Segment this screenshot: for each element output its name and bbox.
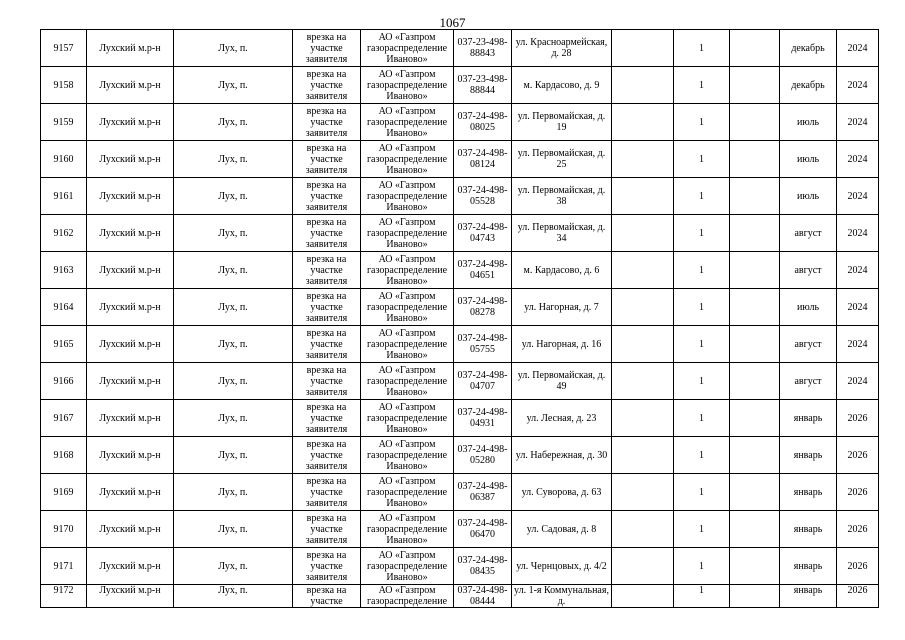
locality-cell: Лух, п. <box>174 67 293 104</box>
year-cell: 2026 <box>837 474 879 511</box>
row-number-cell: 9159 <box>41 104 87 141</box>
locality-cell: Лух, п. <box>174 585 293 608</box>
month-cell: январь <box>780 474 837 511</box>
locality-cell: Лух, п. <box>174 30 293 67</box>
work-type-cell: врезка на участке заявителя <box>293 548 361 585</box>
quantity-cell: 1 <box>674 548 730 585</box>
month-cell: январь <box>780 548 837 585</box>
empty-cell <box>612 511 674 548</box>
row-number-cell: 9157 <box>41 30 87 67</box>
organization-cell: АО «Газпром газораспределение Иваново» <box>361 104 454 141</box>
district-cell: Лухский м.р-н <box>87 252 174 289</box>
month-cell: август <box>780 252 837 289</box>
organization-cell: АО «Газпром газораспределение Иваново» <box>361 474 454 511</box>
district-cell: Лухский м.р-н <box>87 363 174 400</box>
organization-cell: АО «Газпром газораспределение Иваново» <box>361 252 454 289</box>
year-cell: 2024 <box>837 326 879 363</box>
address-cell: ул. Нагорная, д. 16 <box>512 326 612 363</box>
empty-cell <box>730 104 780 141</box>
work-type-cell: врезка на участке заявителя <box>293 474 361 511</box>
table-row <box>41 548 879 585</box>
registry-rows <box>41 30 879 608</box>
table-row <box>41 437 879 474</box>
row-number-cell: 9167 <box>41 400 87 437</box>
organization-cell: АО «Газпром газораспределение Иваново» <box>361 548 454 585</box>
code-cell: 037-24-498-04707 <box>454 363 512 400</box>
address-cell: ул. Первомайская, д. 19 <box>512 104 612 141</box>
organization-cell: АО «Газпром газораспределение Иваново» <box>361 400 454 437</box>
year-cell: 2026 <box>837 437 879 474</box>
quantity-cell: 1 <box>674 585 730 608</box>
month-cell: январь <box>780 585 837 608</box>
empty-cell <box>730 289 780 326</box>
work-type-cell: врезка на участке заявителя <box>293 215 361 252</box>
locality-cell: Лух, п. <box>174 252 293 289</box>
quantity-cell: 1 <box>674 215 730 252</box>
code-cell: 037-24-498-05755 <box>454 326 512 363</box>
table-row <box>41 141 879 178</box>
code-cell: 037-24-498-04651 <box>454 252 512 289</box>
empty-cell <box>612 326 674 363</box>
table-row <box>41 30 879 67</box>
code-cell: 037-24-498-04931 <box>454 400 512 437</box>
registry-table <box>40 29 879 608</box>
district-cell: Лухский м.р-н <box>87 289 174 326</box>
year-cell: 2024 <box>837 67 879 104</box>
work-type-cell: врезка на участке заявителя <box>293 363 361 400</box>
work-type-cell: врезка на участке заявителя <box>293 437 361 474</box>
work-type-cell: врезка на участке заявителя <box>293 30 361 67</box>
locality-cell: Лух, п. <box>174 141 293 178</box>
address-cell: м. Кардасово, д. 6 <box>512 252 612 289</box>
empty-cell <box>730 363 780 400</box>
empty-cell <box>730 178 780 215</box>
table-row <box>41 252 879 289</box>
month-cell: август <box>780 326 837 363</box>
month-cell: январь <box>780 400 837 437</box>
organization-cell: АО «Газпром газораспределение Иваново» <box>361 30 454 67</box>
year-cell: 2026 <box>837 585 879 608</box>
empty-cell <box>612 363 674 400</box>
code-cell: 037-24-498-06387 <box>454 474 512 511</box>
organization-cell: АО «Газпром газораспределение Иваново» <box>361 363 454 400</box>
page-number: 1067 <box>439 15 466 30</box>
code-cell: 037-24-498-08025 <box>454 104 512 141</box>
table-row <box>41 474 879 511</box>
empty-cell <box>730 437 780 474</box>
year-cell: 2024 <box>837 289 879 326</box>
empty-cell <box>612 30 674 67</box>
month-cell: август <box>780 215 837 252</box>
address-cell: ул. Набережная, д. 30 <box>512 437 612 474</box>
month-cell: июль <box>780 141 837 178</box>
district-cell: Лухский м.р-н <box>87 104 174 141</box>
year-cell: 2026 <box>837 400 879 437</box>
row-number-cell: 9163 <box>41 252 87 289</box>
locality-cell: Лух, п. <box>174 289 293 326</box>
row-number-cell: 9161 <box>41 178 87 215</box>
district-cell: Лухский м.р-н <box>87 215 174 252</box>
table-row <box>41 215 879 252</box>
address-cell: ул. Суворова, д. 63 <box>512 474 612 511</box>
empty-cell <box>612 585 674 608</box>
year-cell: 2024 <box>837 30 879 67</box>
work-type-cell: врезка на участке заявителя <box>293 178 361 215</box>
locality-cell: Лух, п. <box>174 326 293 363</box>
district-cell: Лухский м.р-н <box>87 511 174 548</box>
district-cell: Лухский м.р-н <box>87 178 174 215</box>
address-cell: ул. Садовая, д. 8 <box>512 511 612 548</box>
empty-cell <box>730 67 780 104</box>
address-cell: ул. Первомайская, д. 38 <box>512 178 612 215</box>
row-number-cell: 9164 <box>41 289 87 326</box>
work-type-cell: врезка на участке заявителя <box>293 400 361 437</box>
month-cell: июль <box>780 178 837 215</box>
locality-cell: Лух, п. <box>174 104 293 141</box>
work-type-cell: врезка на участке заявителя <box>293 141 361 178</box>
quantity-cell: 1 <box>674 252 730 289</box>
organization-cell: АО «Газпром газораспределение Иваново» <box>361 215 454 252</box>
table-row <box>41 289 879 326</box>
empty-cell <box>730 400 780 437</box>
month-cell: декабрь <box>780 67 837 104</box>
month-cell: январь <box>780 511 837 548</box>
work-type-cell: врезка на участке заявителя <box>293 104 361 141</box>
empty-cell <box>612 215 674 252</box>
work-type-cell: врезка на участке заявителя <box>293 252 361 289</box>
work-type-cell: врезка на участке заявителя <box>293 67 361 104</box>
work-type-cell: врезка на участке заявителя <box>293 326 361 363</box>
locality-cell: Лух, п. <box>174 400 293 437</box>
address-cell: ул. Нагорная, д. 7 <box>512 289 612 326</box>
year-cell: 2024 <box>837 252 879 289</box>
organization-cell: АО «Газпром газораспределение <box>361 585 454 608</box>
quantity-cell: 1 <box>674 67 730 104</box>
organization-cell: АО «Газпром газораспределение Иваново» <box>361 437 454 474</box>
year-cell: 2024 <box>837 363 879 400</box>
empty-cell <box>730 252 780 289</box>
address-cell: ул. Первомайская, д. 49 <box>512 363 612 400</box>
code-cell: 037-24-498-04743 <box>454 215 512 252</box>
code-cell: 037-24-498-08435 <box>454 548 512 585</box>
empty-cell <box>730 511 780 548</box>
quantity-cell: 1 <box>674 326 730 363</box>
district-cell: Лухский м.р-н <box>87 141 174 178</box>
district-cell: Лухский м.р-н <box>87 474 174 511</box>
empty-cell <box>612 548 674 585</box>
table-row <box>41 400 879 437</box>
row-number-cell: 9170 <box>41 511 87 548</box>
work-type-cell: врезка на участке <box>293 585 361 608</box>
district-cell: Лухский м.р-н <box>87 326 174 363</box>
row-number-cell: 9160 <box>41 141 87 178</box>
row-number-cell: 9171 <box>41 548 87 585</box>
quantity-cell: 1 <box>674 437 730 474</box>
organization-cell: АО «Газпром газораспределение Иваново» <box>361 511 454 548</box>
code-cell: 037-24-498-06470 <box>454 511 512 548</box>
empty-cell <box>612 437 674 474</box>
address-cell: ул. Лесная, д. 23 <box>512 400 612 437</box>
district-cell: Лухский м.р-н <box>87 400 174 437</box>
address-cell: м. Кардасово, д. 9 <box>512 67 612 104</box>
row-number-cell: 9162 <box>41 215 87 252</box>
row-number-cell: 9168 <box>41 437 87 474</box>
row-number-cell: 9172 <box>41 585 87 608</box>
year-cell: 2024 <box>837 104 879 141</box>
district-cell: Лухский м.р-н <box>87 437 174 474</box>
table-row <box>41 104 879 141</box>
code-cell: 037-23-498-88843 <box>454 30 512 67</box>
locality-cell: Лух, п. <box>174 474 293 511</box>
empty-cell <box>612 104 674 141</box>
address-cell: ул. 1-я Коммунальная, д. <box>512 585 612 608</box>
table-row <box>41 585 879 608</box>
month-cell: июль <box>780 289 837 326</box>
month-cell: январь <box>780 437 837 474</box>
district-cell: Лухский м.р-н <box>87 548 174 585</box>
address-cell: ул. Чернцовых, д. 4/2 <box>512 548 612 585</box>
organization-cell: АО «Газпром газораспределение Иваново» <box>361 326 454 363</box>
quantity-cell: 1 <box>674 400 730 437</box>
address-cell: ул. Красноармейская, д. 28 <box>512 30 612 67</box>
empty-cell <box>612 67 674 104</box>
organization-cell: АО «Газпром газораспределение Иваново» <box>361 289 454 326</box>
quantity-cell: 1 <box>674 363 730 400</box>
empty-cell <box>612 141 674 178</box>
district-cell: Лухский м.р-н <box>87 30 174 67</box>
empty-cell <box>730 474 780 511</box>
address-cell: ул. Первомайская, д. 25 <box>512 141 612 178</box>
code-cell: 037-24-498-05528 <box>454 178 512 215</box>
empty-cell <box>730 141 780 178</box>
empty-cell <box>612 252 674 289</box>
row-number-cell: 9166 <box>41 363 87 400</box>
month-cell: июль <box>780 104 837 141</box>
work-type-cell: врезка на участке заявителя <box>293 289 361 326</box>
code-cell: 037-23-498-88844 <box>454 67 512 104</box>
code-cell: 037-24-498-08444 <box>454 585 512 608</box>
quantity-cell: 1 <box>674 289 730 326</box>
locality-cell: Лух, п. <box>174 511 293 548</box>
code-cell: 037-24-498-05280 <box>454 437 512 474</box>
district-cell: Лухский м.р-н <box>87 585 174 608</box>
empty-cell <box>612 178 674 215</box>
row-number-cell: 9169 <box>41 474 87 511</box>
locality-cell: Лух, п. <box>174 437 293 474</box>
empty-cell <box>612 289 674 326</box>
table-row <box>41 67 879 104</box>
organization-cell: АО «Газпром газораспределение Иваново» <box>361 141 454 178</box>
address-cell: ул. Первомайская, д. 34 <box>512 215 612 252</box>
empty-cell <box>612 400 674 437</box>
row-number-cell: 9158 <box>41 67 87 104</box>
work-type-cell: врезка на участке заявителя <box>293 511 361 548</box>
district-cell: Лухский м.р-н <box>87 67 174 104</box>
empty-cell <box>612 474 674 511</box>
locality-cell: Лух, п. <box>174 363 293 400</box>
year-cell: 2024 <box>837 215 879 252</box>
quantity-cell: 1 <box>674 30 730 67</box>
year-cell: 2024 <box>837 141 879 178</box>
year-cell: 2026 <box>837 548 879 585</box>
quantity-cell: 1 <box>674 141 730 178</box>
row-number-cell: 9165 <box>41 326 87 363</box>
month-cell: декабрь <box>780 30 837 67</box>
empty-cell <box>730 30 780 67</box>
empty-cell <box>730 585 780 608</box>
empty-cell <box>730 215 780 252</box>
empty-cell <box>730 326 780 363</box>
empty-cell <box>730 548 780 585</box>
locality-cell: Лух, п. <box>174 548 293 585</box>
month-cell: август <box>780 363 837 400</box>
quantity-cell: 1 <box>674 511 730 548</box>
year-cell: 2026 <box>837 511 879 548</box>
organization-cell: АО «Газпром газораспределение Иваново» <box>361 178 454 215</box>
code-cell: 037-24-498-08278 <box>454 289 512 326</box>
quantity-cell: 1 <box>674 474 730 511</box>
table-row <box>41 511 879 548</box>
table-row <box>41 363 879 400</box>
table-row <box>41 178 879 215</box>
quantity-cell: 1 <box>674 178 730 215</box>
quantity-cell: 1 <box>674 104 730 141</box>
code-cell: 037-24-498-08124 <box>454 141 512 178</box>
locality-cell: Лух, п. <box>174 178 293 215</box>
table-row <box>41 326 879 363</box>
organization-cell: АО «Газпром газораспределение Иваново» <box>361 67 454 104</box>
year-cell: 2024 <box>837 178 879 215</box>
locality-cell: Лух, п. <box>174 215 293 252</box>
